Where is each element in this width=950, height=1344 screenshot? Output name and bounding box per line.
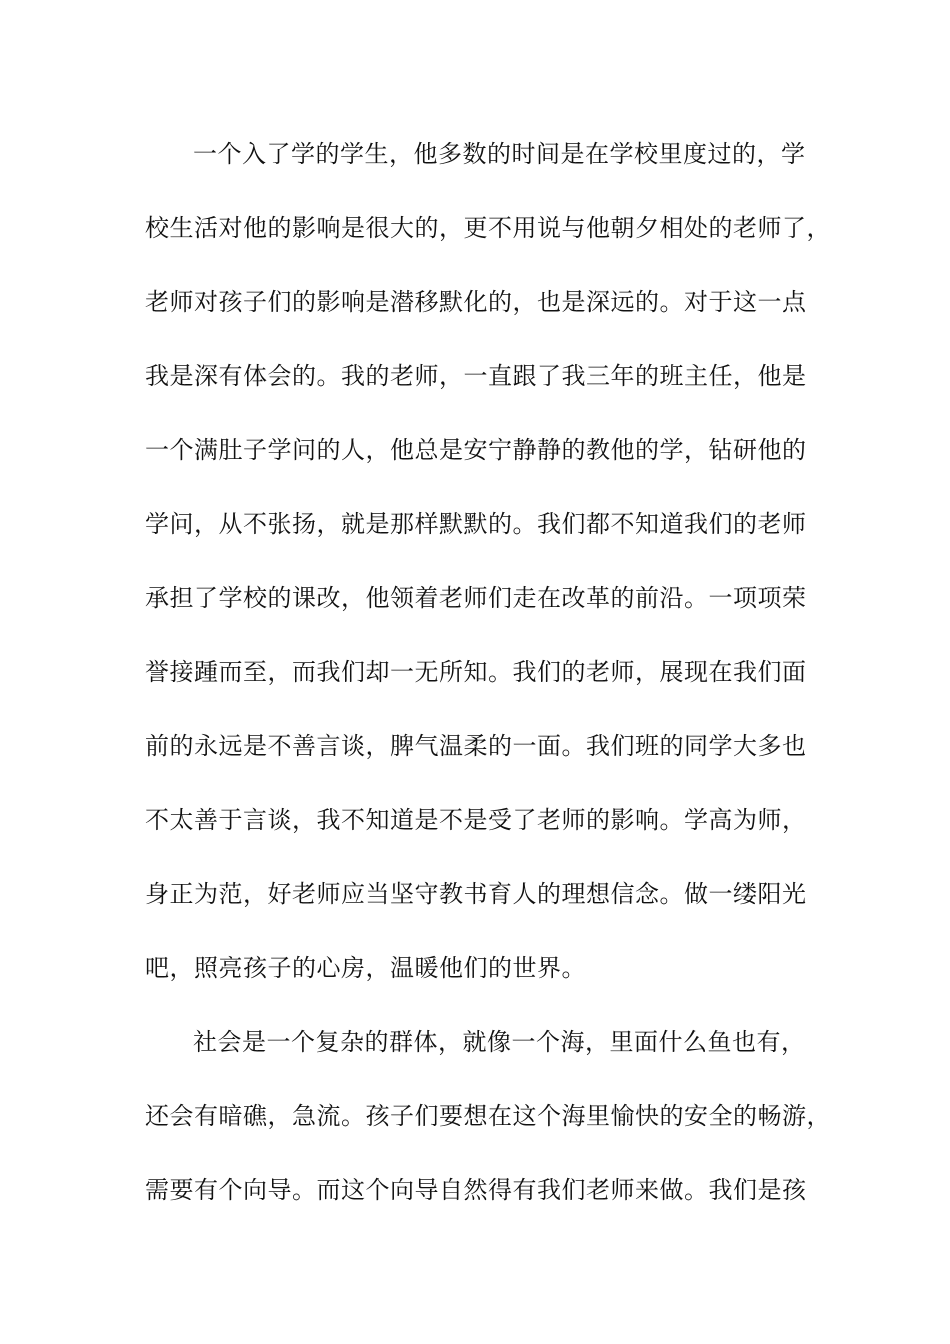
paragraph-line: 不太善于言谈，我不知道是不是受了老师的影响。学高为师， <box>145 806 807 834</box>
document-body <box>145 130 831 1240</box>
paragraph-line: 身正为范，好老师应当坚守教书育人的理想信念。做一缕阳光 <box>145 880 807 908</box>
paragraph-line: 校生活对他的影响是很大的，更不用说与他朝夕相处的老师了， <box>145 214 831 242</box>
paragraph-1 <box>145 130 831 1018</box>
paragraph-line: 吧，照亮孩子的心房，温暖他们的世界。 <box>145 954 586 982</box>
paragraph-line: 一个入了学的学生，他多数的时间是在学校里度过的，学 <box>193 140 806 168</box>
paragraph-line: 还会有暗礁，急流。孩子们要想在这个海里愉快的安全的畅游， <box>145 1102 831 1130</box>
paragraph-line: 老师对孩子们的影响是潜移默化的，也是深远的。对于这一点 <box>145 288 807 316</box>
paragraph-line: 承担了学校的课改，他领着老师们走在改革的前沿。一项项荣 <box>145 584 807 612</box>
paragraph-line: 誉接踵而至，而我们却一无所知。我们的老师，展现在我们面 <box>145 658 807 686</box>
paragraph-line: 前的永远是不善言谈，脾气温柔的一面。我们班的同学大多也 <box>145 732 807 760</box>
paragraph-2 <box>145 1018 831 1240</box>
paragraph-line: 需要有个向导。而这个向导自然得有我们老师来做。我们是孩 <box>145 1176 807 1204</box>
paragraph-line: 一个满肚子学问的人，他总是安宁静静的教他的学，钻研他的 <box>145 436 807 464</box>
paragraph-line: 学问，从不张扬，就是那样默默的。我们都不知道我们的老师 <box>145 510 807 538</box>
paragraph-line: 社会是一个复杂的群体，就像一个海，里面什么鱼也有， <box>193 1028 806 1056</box>
paragraph-line: 我是深有体会的。我的老师，一直跟了我三年的班主任，他是 <box>145 362 807 390</box>
